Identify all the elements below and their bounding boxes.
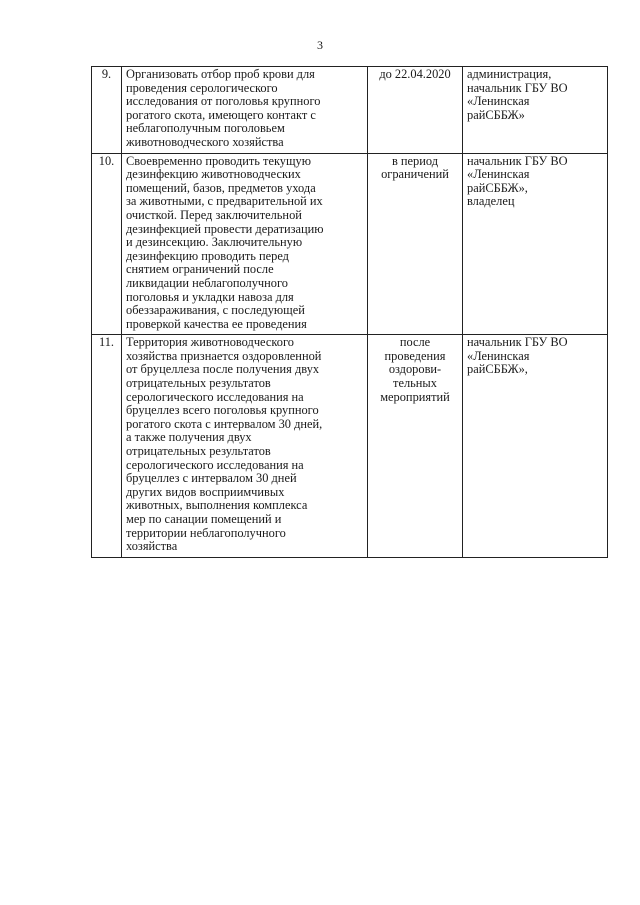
deadline: до 22.04.2020	[368, 67, 463, 154]
deadline: после проведения оздорови- тельных мероприятий	[368, 335, 463, 558]
row-number: 10.	[92, 153, 122, 335]
row-number: 11.	[92, 335, 122, 558]
deadline: в период ограничений	[368, 153, 463, 335]
table-row	[92, 153, 608, 335]
responsible-party: начальник ГБУ ВО «Ленинская райСББЖ»,	[463, 335, 608, 558]
measure-description: Организовать отбор проб крови для проведения серологического исследования от поголовья крупного рогатого скота, имеющего контакт с неблагополучным поголовьем животноводческого хозяйства	[122, 67, 368, 154]
measure-description: Территория животноводческого хозяйства признается оздоровленной от бруцеллеза после получения двух отрицательных результатов серологического исследования на бруцеллез всего поголовья крупного рогатого скота с интервалом 30 дней, а также получения двух отрицательных результатов серологического исследования на бруцеллез с интервалом 30 дней других видов восприимчивых животных, выполнения комплекса мер по санации помещений и территории неблагополучного хозяйства	[122, 335, 368, 558]
measure-description: Своевременно проводить текущую дезинфекцию животноводческих помещений, базов, предметов ухода за животными, с предварительной их очисткой. Перед заключительной дезинфекцией провести дератизацию и дезинсекцию. Заключительную дезинфекцию проводить перед снятием ограничений после ликвидации неблагополучного поголовья и укладки навоза для обеззараживания, с последующей проверкой качества ее проведения	[122, 153, 368, 335]
responsible-party: начальник ГБУ ВО «Ленинская райСББЖ», владелец	[463, 153, 608, 335]
page-number: 3	[317, 38, 323, 52]
table-row	[92, 335, 608, 558]
row-number: 9.	[92, 67, 122, 154]
measures-table	[91, 66, 608, 558]
responsible-party: администрация, начальник ГБУ ВО «Ленинская райСББЖ»	[463, 67, 608, 154]
table-row	[92, 67, 608, 154]
